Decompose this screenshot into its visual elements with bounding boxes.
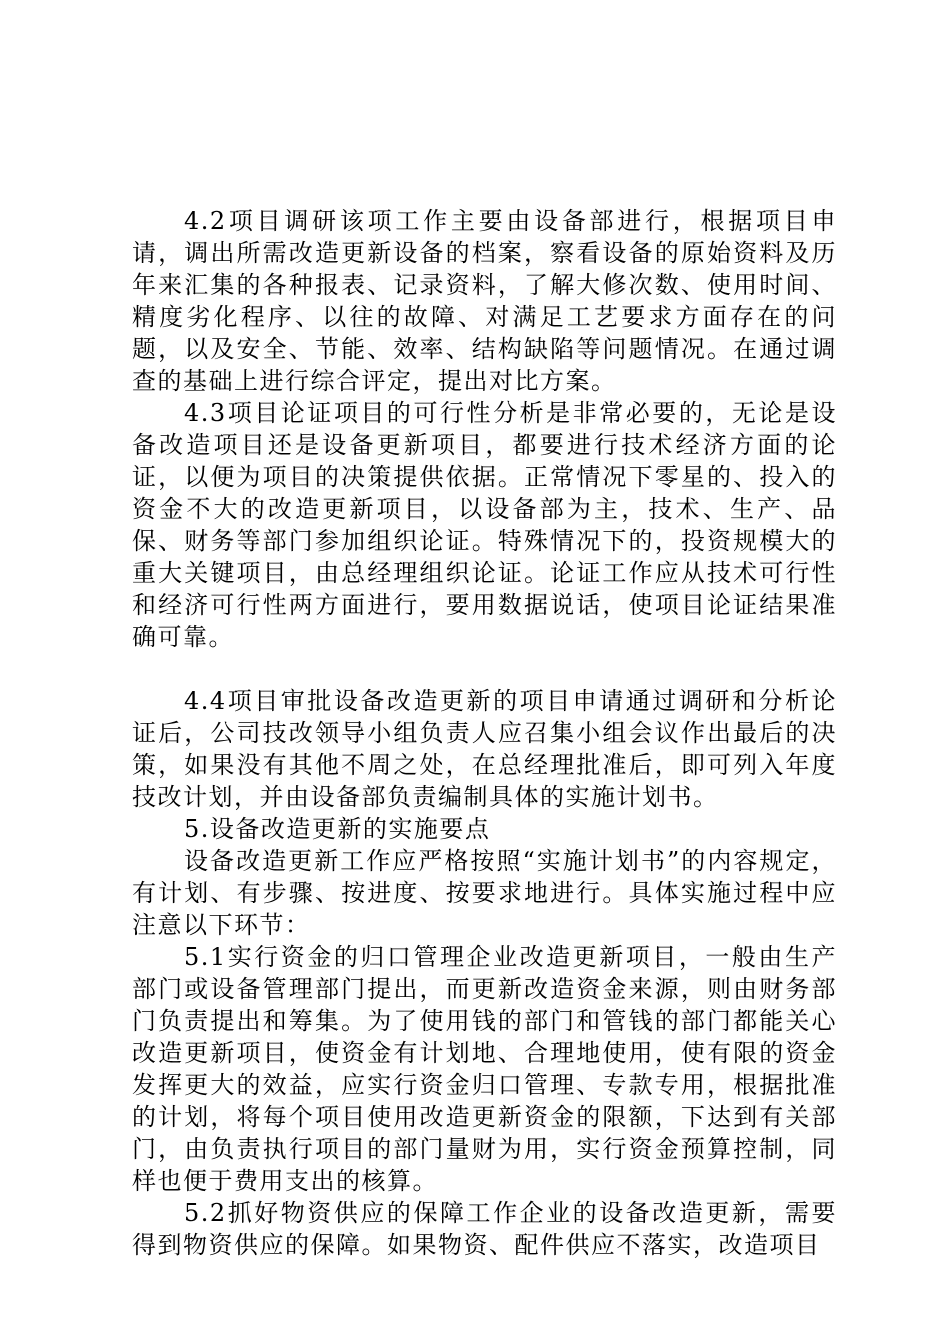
- paragraph-5-1-fund-management: 5.1实行资金的归口管理企业改造更新项目，一般由生产部门或设备管理部门提出，而更新改造资金来源，则由财务部门负责提出和筹集。为了使用钱的部门和管钱的部门都能关心改造更新项目，使资金有计划地、合理地使用，使有限的资金发挥更大的效益，应实行资金归口管理、专款专用，根据批准的计划，将每个项目使用改造更新资金的限额，下达到有关部门，由负责执行项目的部门量财为用，实行资金预算控制，同样也便于费用支出的核算。: [132, 943, 837, 1195]
- paragraph-5-2-material-supply: 5.2抓好物资供应的保障工作企业的设备改造更新，需要得到物资供应的保障。如果物资、配件供应不落实，改造项目: [132, 1199, 837, 1259]
- document-body: [132, 205, 837, 1261]
- paragraph-4-3-project-evaluation: 4.3项目论证项目的可行性分析是非常必要的，无论是设备改造项目还是设备更新项目，都要进行技术经济方面的论证，以便为项目的决策提供依据。正常情况下零星的、投入的资金不大的改造更新项目，以设备部为主，技术、生产、品保、财务等部门参加组织论证。特殊情况下的，投资规模大的重大关键项目，由总经理组织论证。论证工作应从技术可行性和经济可行性两方面进行，要用数据说话，使项目论证结果准确可靠。: [132, 399, 837, 651]
- paragraph-4-2-project-research: 4.2项目调研该项工作主要由设备部进行，根据项目申请，调出所需改造更新设备的档案，察看设备的原始资料及历年来汇集的各种报表、记录资料，了解大修次数、使用时间、精度劣化程序、以往的故障、对满足工艺要求方面存在的问题，以及安全、节能、效率、结构缺陷等问题情况。在通过调查的基础上进行综合评定，提出对比方案。: [132, 207, 837, 395]
- paragraph-5-intro: 设备改造更新工作应严格按照“实施计划书”的内容规定，有计划、有步骤、按进度、按要求地进行。具体实施过程中应注意以下环节：: [132, 847, 837, 939]
- paragraph-spacer: [132, 653, 837, 685]
- paragraph-4-4-project-approval: 4.4项目审批设备改造更新的项目申请通过调研和分析论证后，公司技改领导小组负责人应召集小组会议作出最后的决策，如果没有其他不周之处，在总经理批准后，即可列入年度技改计划，并由设备部负责编制具体的实施计划书。: [132, 687, 837, 811]
- section-heading-5: 5.设备改造更新的实施要点: [184, 815, 491, 843]
